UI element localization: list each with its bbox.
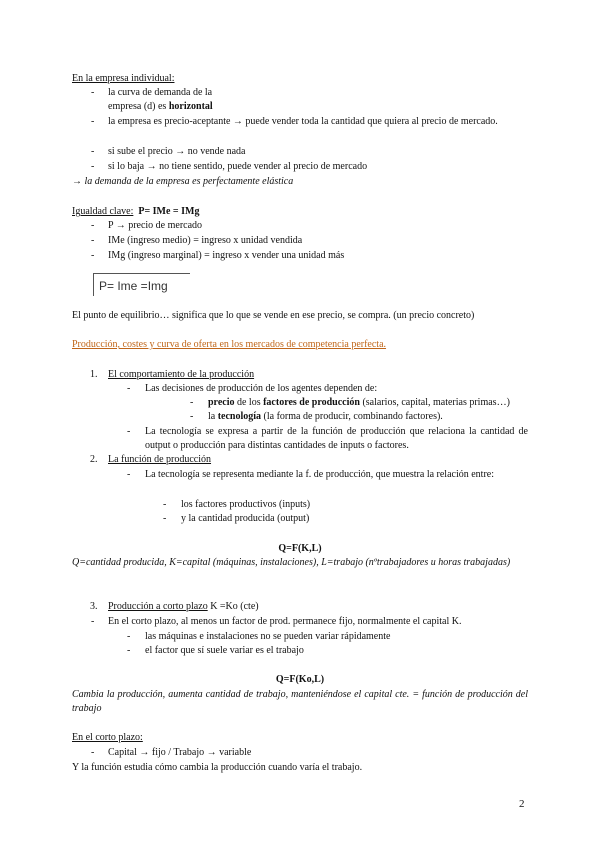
key-equality-formula: P= IMe = IMg [138,206,200,217]
subbullet-output: y la cantidad producida (output) [181,513,310,524]
bullet-dash: - [127,383,131,394]
formula2-description: Cambia la producción, aumenta cantidad de trabajo, manteniéndose el capital cte. = función de producción del trabajo [72,689,528,714]
bullet-demand-curve-line2 [108,100,213,114]
equilibrium-paragraph: El punto de equilibrio… significa que lo que se vende en ese precio, se compra. (un precio concreto) [72,310,475,321]
key-equality-heading: Igualdad clave: [72,206,134,217]
bullet-dash: - [127,645,131,656]
page-number: 2 [519,798,525,810]
bullet-technology-representation: La tecnología se representa mediante la f. de producción, que muestra la relación entre: [145,469,495,480]
bullet-price-up: si sube el precio → no vende nada [108,146,246,157]
heading-short-run-line [108,600,259,614]
bullet-dash: - [91,146,95,157]
text-bold-precio: precio [208,397,235,408]
bullet-dash: - [91,87,95,98]
text-italic: la demanda de la empresa es perfectamente elástica [84,176,294,187]
formula-production-function: Q=F(K,L) [278,543,322,554]
key-equality-line [72,205,199,219]
heading-short-run-summary: En el corto plazo: [72,732,143,743]
bullet-dash: - [91,235,95,246]
bullet-dash: - [91,220,95,231]
bullet-fixed-factor: En el corto plazo, al menos un factor de prod. permanece fijo, normalmente el capital K. [108,616,462,627]
bullet-production-decisions: Las decisiones de producción de los agentes dependen de: [145,383,378,394]
subbullet-technology [208,410,443,424]
text-bold-tecnologia: tecnología [217,411,262,422]
bullet-dash: - [91,116,95,127]
bullet-capital-labor: Capital → fijo / Trabajo → variable [108,747,252,758]
section-title-production-costs: Producción, costes y curva de oferta en los mercados de competencia perfecta. [72,339,387,350]
formula-short-run-function: Q=F(Ko,L) [275,674,325,685]
conclusion-elastic-demand [72,175,293,189]
text-bold-factores: factores de producción [263,397,360,408]
formula-box-text: P= Ime =Img [99,279,168,293]
list-number-3: 3. [90,601,98,612]
text-run: K =Ko (cte) [207,601,259,612]
text-run: empresa (d) es [108,101,169,112]
bullet-dash: - [127,631,131,642]
heading-production-behavior: El comportamiento de la producción [108,369,255,380]
arrow-icon: → [72,176,82,187]
bullet-dash: - [91,747,95,758]
bullet-dash: - [91,250,95,261]
text-bold-horizontal: horizontal [168,101,213,112]
bullet-price-taker: la empresa es precio-aceptante → puede vender toda la cantidad que quiera al precio de mercado. [108,116,498,127]
text-run: (la forma de producir, combinando factores). [261,411,443,422]
formula-description: Q=cantidad producida, K=capital (máquinas, instalaciones), L=trabajo (nºtrabajadores u horas trabajadas) [72,557,511,568]
heading-production-function: La función de producción [108,454,212,465]
bullet-img-definition: IMg (ingreso marginal) = ingreso x vender una unidad más [108,250,345,261]
text-run: (salarios, capital, materias primas…) [359,397,510,408]
closing-paragraph: Y la función estudia cómo cambia la producción cuando varía el trabajo. [72,762,363,773]
bullet-dash: - [127,426,131,437]
bullet-dash: - [91,161,95,172]
subbullet-machines: las máquinas e instalaciones no se pueden variar rápidamente [145,631,391,642]
bullet-dash: - [190,397,194,408]
bullet-ime-definition: IMe (ingreso medio) = ingreso x unidad vendida [108,235,303,246]
bullet-dash: - [163,499,167,510]
bullet-technology-expression: La tecnología se expresa a partir de la función de producción que relaciona la cantidad de output o producción para distintas cantidades de inputs o factores. [145,426,528,451]
bullet-price-definition: P → precio de mercado [108,220,203,231]
bullet-price-down: si lo baja → no tiene sentido, puede vender al precio de mercado [108,161,368,172]
text-run: la [208,411,218,422]
list-number-2: 2. [90,454,98,465]
section-heading-individual-firm: En la empresa individual: [72,73,175,84]
subbullet-inputs: los factores productivos (inputs) [181,499,311,510]
subbullet-factor-prices [208,396,510,410]
bullet-demand-curve-line1: la curva de demanda de la [108,87,213,98]
bullet-dash: - [163,513,167,524]
subbullet-labor-varies: el factor que sí suele variar es el trabajo [145,645,304,656]
bullet-dash: - [91,616,95,627]
bullet-dash: - [127,469,131,480]
bullet-dash: - [190,411,194,422]
text-run: de los [234,397,264,408]
heading-short-run: Producción a corto plazo [108,601,208,612]
list-number-1: 1. [90,369,98,380]
